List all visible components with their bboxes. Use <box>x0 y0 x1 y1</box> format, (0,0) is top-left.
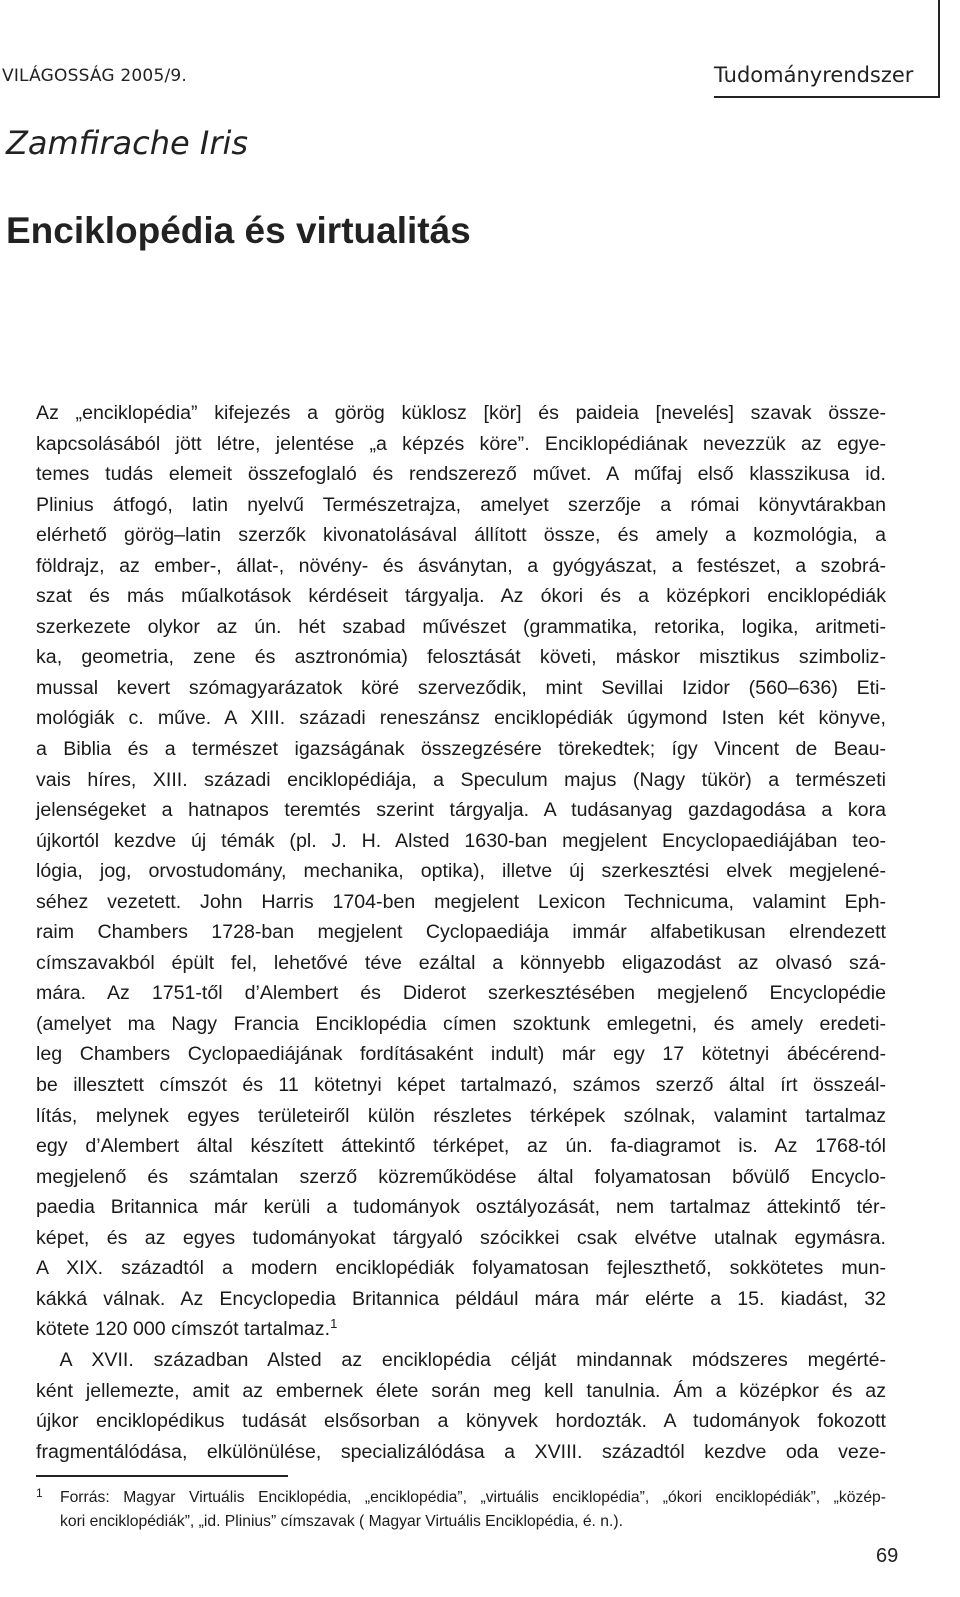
footnote-text: Forrás: Magyar Virtuális Enciklopédia, „enciklopédia”, „virtuális enciklopédia”, „ókori enciklopédiák”, „közép- <box>60 1489 886 1506</box>
text-line: elérhető görög–latin szerzők kivonatolásával állított össze, és amely a kozmológia, a <box>36 524 886 547</box>
page-number: 69 <box>876 1545 899 1567</box>
text-line: séhez vezetett. John Harris 1704-ben megjelent Lexicon Technicuma, valamint Eph- <box>36 890 886 913</box>
text-line: lítás, melynek egyes területeiről külön részletes térképek szólnak, valamint tartalmaz <box>36 1104 886 1127</box>
text-line <box>36 1314 886 1345</box>
footnote <box>36 1486 886 1534</box>
footnote-rule <box>36 1475 288 1477</box>
text-line: ként jellemezte, amit az embernek élete során meg kell tanulnia. Ám a középkor és az <box>36 1379 886 1402</box>
text-line: leg Chambers Cyclopaediájának fordításaként indult) már egy 17 kötetnyi ábécérend- <box>36 1043 886 1066</box>
text-line: lógia, jog, orvostudomány, mechanika, optika), illetve új szerkesztési elvek megjelené- <box>36 860 886 883</box>
paragraph-2 <box>36 1345 886 1467</box>
text-line: A XVII. században Alsted az enciklopédia célját mindannak módszeres megérté- <box>59 1348 886 1371</box>
text-line: Az „enciklopédia” kifejezés a görög küklosz [kör] és paideia [nevelés] szavak össze- <box>36 402 886 424</box>
text-line: Plinius átfogó, latin nyelvű Természetrajza, amelyet szerzője a római könyvtárakban <box>36 493 886 516</box>
text-line: megjelenő és számtalan szerző közreműködése által folyamatosan bővülő Encyclo- <box>36 1165 886 1188</box>
text-line: be illesztett címszót és 11 kötetnyi képet tartalmazó, számos szerző által írt összeál- <box>36 1074 886 1097</box>
text-line: ka, geometria, zene és asztronómia) felosztását követi, máskor misztikus szimboliz- <box>36 646 886 669</box>
text-line: egy d’Alembert által készített áttekintő térképet, az ún. fa-diagramot is. Az 1768-tól <box>36 1135 886 1158</box>
footnote-reference[interactable]: 1 <box>330 1316 338 1332</box>
text-line: újkortól kezdve új témák (pl. J. H. Alsted 1630-ban megjelent Encyclopaediájában teo- <box>36 829 886 852</box>
text-line: fragmentálódása, elkülönülése, specializálódása a XVIII. századtól kezdve oda veze- <box>36 1440 886 1463</box>
paragraph-1 <box>36 398 886 1345</box>
text-line: mológiák c. műve. A XIII. századi reneszánsz enciklopédiák úgymond Isten két könyve, <box>36 707 886 730</box>
article-body <box>36 398 886 1467</box>
section-header: Tudományrendszer <box>714 63 914 87</box>
footnote-line: kori enciklopédiák”, „id. Plinius” címszavak ( Magyar Virtuális Enciklopédia, é. n.). <box>60 1513 623 1530</box>
text-line: mussal kevert szómagyarázatok köré szerveződik, mint Sevillai Izidor (560–636) Eti- <box>36 676 886 699</box>
text-line: újkor enciklopédikus tudását elsősorban a könyvek hordozták. A tudományok fokozott <box>36 1410 886 1433</box>
text-line: földrajz, az ember-, állat-, növény- és ásványtan, a gyógyászat, a festészet, a szobrá- <box>36 554 886 577</box>
text-line: kákká válnak. Az Encyclopedia Britannica például mára már elérte a 15. kiadást, 32 <box>36 1287 886 1310</box>
text-line: paedia Britannica már kerüli a tudományok osztályozását, nem tartalmaz áttekintő tér- <box>36 1196 886 1219</box>
text-line: kapcsolásából jött létre, jelentése „a képzés köre”. Enciklopédiának nevezzük az egye- <box>36 432 886 455</box>
header-rule-horizontal <box>714 96 940 98</box>
text-line: szerkezete olykor az ún. hét szabad művészet (grammatika, retorika, logika, aritmeti- <box>36 615 886 638</box>
text-line: raim Chambers 1728-ban megjelent Cyclopaediája immár alfabetikusan elrendezett <box>36 921 886 944</box>
article-title: Enciklopédia és virtualitás <box>6 210 471 251</box>
text-line: vais híres, XIII. századi enciklopédiája, a Speculum majus (Nagy tükör) a természeti <box>36 768 886 791</box>
journal-header: VILÁGOSSÁG 2005/9. <box>2 66 188 86</box>
article-author: Zamfirache Iris <box>6 124 249 162</box>
text-line: a Biblia és a természet igazságának összegzésére törekedtek; így Vincent de Beau- <box>36 738 886 761</box>
text-line: temes tudás elemeit összefoglaló és rendszerező művet. A műfaj első klasszikusa id. <box>36 463 886 486</box>
text-line: képet, és az egyes tudományokat tárgyaló szócikkei csak elvétve utalnak egymásra. <box>36 1226 886 1249</box>
text-line: jelenségeket a hatnapos teremtés szerint tárgyalja. A tudásanyag gazdagodása a kora <box>36 799 886 822</box>
footnote-line: 1 Forrás: Magyar Virtuális Enciklopédia, „enciklopédia”, „virtuális enciklopédia”, „ókori enciklopédiák”, „közép- <box>36 1486 886 1506</box>
text-line: (amelyet ma Nagy Francia Enciklopédia címen szoktunk emlegetni, és amely eredeti- <box>36 1012 886 1035</box>
text-line: mára. Az 1751-től d’Alembert és Diderot szerkesztésében megjelenő Encyclopédie <box>36 982 886 1005</box>
text-line: A XIX. századtól a modern enciklopédiák folyamatosan fejleszthető, sokkötetes mun- <box>36 1257 886 1280</box>
text-line: címszavakból épült fel, lehetővé téve ezáltal a könnyebb eligazodást az olvasó szá- <box>36 951 886 974</box>
header-rule-vertical <box>938 0 940 98</box>
text-line-content: kötete 120 000 címszót tartalmaz. <box>36 1318 331 1341</box>
text-line: szat és más műalkotások kérdéseit tárgyalja. Az ókori és a középkori enciklopédiák <box>36 585 886 608</box>
